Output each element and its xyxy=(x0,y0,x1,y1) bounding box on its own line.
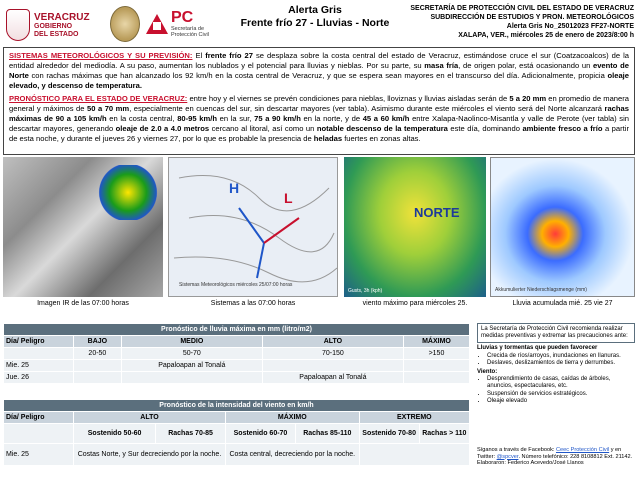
recs-rain-title: Lluvias y tormentas que pueden favorecer xyxy=(477,345,598,352)
wind-header-day: Día/ Peligro xyxy=(4,412,74,424)
rain-range-empty xyxy=(4,348,74,360)
rain-range-medio: 50-70 xyxy=(121,348,262,360)
recs-intro: La Secretaría de Protección Civil recomienda realizar medidas preventivas y extremar las precauciones ante: xyxy=(477,323,635,343)
wind-sub: Sostenido 70-80 xyxy=(359,424,419,444)
wind-table-title: Pronóstico de la intensidad del viento en km/h xyxy=(4,400,470,412)
info-line3: Alerta Gris No_25012023 FF27-NORTE xyxy=(506,23,634,30)
text-bold: 50 a 70 mm xyxy=(87,104,130,113)
text-span: con rachas máximas que han alcanzado los 92 km/h en la costa central de Veracruz, y que se espera sean mayores en el transcurso del día. Adicionalmente, propicia xyxy=(28,71,608,80)
wind-sub: Rachas 70-85 xyxy=(156,424,226,444)
ir-satellite-image xyxy=(3,157,163,297)
norte-label: NORTE xyxy=(414,205,460,220)
rain-range-maximo: >150 xyxy=(403,348,469,360)
rain-table-title: Pronóstico de lluvia máxima en mm (litro/m2) xyxy=(4,324,470,336)
caption-systems: Sistemas a las 07:00 horas xyxy=(210,300,296,307)
rain-cell xyxy=(74,360,122,372)
text-span: en la norte, y de xyxy=(300,114,363,123)
state-emblem-icon xyxy=(110,6,140,42)
rain-range-alto: 70-150 xyxy=(262,348,403,360)
wind-sub: Rachas > 110 xyxy=(419,424,469,444)
recs-rain-list xyxy=(477,353,635,367)
recs-rain-item: • Crecida de ríos/arroyos, inundaciones en llanuras. xyxy=(487,353,635,360)
storm-cloud-shape xyxy=(98,165,158,220)
rain-header-alto: ALTO xyxy=(262,336,403,348)
recs-wind-list xyxy=(477,376,635,405)
text-span: , de origen polar, está ocasionando un xyxy=(458,61,593,70)
text-span: en la sur, xyxy=(216,114,255,123)
wind-sub-empty xyxy=(4,424,74,444)
wind-header-maximo: MÁXIMO xyxy=(225,412,359,424)
info-line4: XALAPA, VER., miércoles 25 de enero de 2023/8:00 h xyxy=(458,32,634,39)
wind-row-maximo: Costa central, decreciendo por la noche. xyxy=(225,444,359,466)
wind-row-alto: Costas Norte, y Sur decreciendo por la noche. xyxy=(74,444,226,466)
wind-forecast-table xyxy=(3,399,470,466)
rain-map-image xyxy=(490,157,635,297)
rain-cell xyxy=(262,360,403,372)
text-span: a partir de esta noche, y durante el jueves 26 y viernes 27, por lo que es probable la presencia de xyxy=(9,124,629,143)
rain-cell xyxy=(121,372,262,384)
caption-rain: Lluvia acumulada mié. 25 vie 27 xyxy=(512,300,613,307)
pc-logo-sub2: Protección Civil xyxy=(171,32,209,38)
text-bold: masa fría xyxy=(424,61,459,70)
recommendations-panel xyxy=(477,323,635,405)
recs-wind-item: • Oleaje elevado xyxy=(487,398,635,405)
systems-paragraph xyxy=(9,51,629,91)
caption-wind: viento máximo para miércoles 25. xyxy=(362,300,468,307)
title-line1: Alerta Gris xyxy=(288,4,342,16)
footer-contact xyxy=(477,447,635,467)
text-bold: 80-95 km/h xyxy=(177,114,217,123)
text-bold: frente frío 27 xyxy=(205,51,253,60)
footer-text: . Número telefónico: 228 8108812 Ext. 21142. Elaboraron: Federico Acevedo/José Llanos xyxy=(477,453,633,467)
logo-left-line2: GOBIERNO xyxy=(34,22,73,30)
text-bold: ambiente fresco a frío xyxy=(522,124,603,133)
rain-header-bajo: BAJO xyxy=(74,336,122,348)
info-line1: SECRETARÍA DE PROTECCIÓN CIVIL DEL ESTADO DE VERACRUZ xyxy=(410,5,634,12)
text-span: en promedio de manera general y máximos de xyxy=(9,94,629,113)
title-line2: Frente frío 27 - Lluvias - Norte xyxy=(240,17,390,29)
text-bold: notable descenso de la temperatura xyxy=(316,124,448,133)
rain-row-note: Papaloapan al Tonalá xyxy=(121,360,262,372)
text-bold: 75 a 90 km/h xyxy=(254,114,301,123)
text-span: en la costa central, xyxy=(106,114,178,123)
text-span: entre Xalapa-Naolinco-Misantla y valle de Perote (ver tabla) sin descartar mayores, generando xyxy=(9,114,629,133)
rain-header-medio: MEDIO xyxy=(121,336,262,348)
wind-sub: Rachas 85-110 xyxy=(296,424,360,444)
wind-row-day: Mie. 25 xyxy=(4,444,74,466)
header-info xyxy=(400,4,634,40)
text-span: se desplaza sobre la costa central del estado de Veracruz, estimándose cruce el sur (Coatzacoalcos) de la entidad alrededor del mediodía. A su paso, aumentan los nublados y el potencial para lluvias y nieblas. Por su parte, su xyxy=(9,51,629,70)
rain-cell xyxy=(74,372,122,384)
recs-wind-item: • Desprendimiento de casas, caídas de árboles, anuncios, espectaculares, etc. xyxy=(487,376,635,390)
rain-row-note: Papaloapan al Tonalá xyxy=(262,372,403,384)
veracruz-seal-icon xyxy=(6,9,30,41)
text-bold: oleaje de 2.0 a 4.0 metros xyxy=(115,124,210,133)
text-span: entre hoy y el viernes se prevén condiciones para nieblas, lloviznas y lluvias aisladas serán de xyxy=(187,94,510,103)
synoptic-map-svg xyxy=(169,158,339,298)
rain-row-day: Mie. 25 xyxy=(4,360,74,372)
text-span: , especialmente en cuencas del sur, sin descartar mayores (ver tabla). Asimismo durante este miércoles el viento será del Norte alcanzará xyxy=(129,104,605,113)
forecast-heading: PRONÓSTICO PARA EL ESTADO DE VERACRUZ: xyxy=(9,94,188,103)
recs-wind-title: Viento: xyxy=(477,369,498,376)
synoptic-map-image xyxy=(168,157,338,297)
svg-text:H: H xyxy=(229,180,240,196)
text-bold: evento de Norte xyxy=(9,61,629,80)
wind-sub: Sostenido 60-70 xyxy=(225,424,295,444)
footer-text: Síganos a través de Facebook: xyxy=(477,447,556,453)
text-bold: oleaje elevado, y descenso de temperatura. xyxy=(9,71,629,90)
text-span: este día, dominando xyxy=(447,124,523,133)
text-span: El xyxy=(192,51,206,60)
text-span: fuertes en zonas altas. xyxy=(342,134,421,143)
pc-triangle-icon xyxy=(146,14,168,34)
forecast-text-box xyxy=(3,47,635,155)
logo-left-line1: VERACRUZ xyxy=(34,11,90,23)
wind-map-note: Gusts, 3h (kph) xyxy=(348,288,383,294)
text-bold: rachas máximas de 90 a 105 km/h xyxy=(9,104,629,123)
svg-text:L: L xyxy=(284,190,293,206)
synoptic-note: Sistemas Meteorológicos miércoles 25/07:00 horas xyxy=(179,282,293,288)
logo-left-line3: DEL ESTADO xyxy=(34,30,79,38)
veracruz-logo xyxy=(6,4,106,46)
wind-map-image xyxy=(344,157,486,297)
wind-header-extremo: EXTREMO xyxy=(359,412,469,424)
rain-map-note: Akkumulierter Niederschlagsmenge (mm) xyxy=(495,287,587,293)
rain-cell xyxy=(403,372,469,384)
info-line2: SUBDIRECCIÓN DE ESTUDIOS Y PRON. METEOROLÓGICOS xyxy=(430,14,634,21)
recs-wind-item: • Suspensión de servicios estratégicos. xyxy=(487,391,635,398)
systems-heading: SISTEMAS METEOROLÓGICOS Y SU PREVISIÓN: xyxy=(9,51,193,60)
rain-row-day: Jue. 26 xyxy=(4,372,74,384)
text-bold: 5 a 20 mm xyxy=(509,94,547,103)
caption-ir: Imagen IR de las 07:00 horas xyxy=(37,300,129,307)
pc-logo-text: PC xyxy=(171,9,194,26)
facebook-link[interactable]: Ceec Protección Civil xyxy=(555,447,610,453)
rain-cell xyxy=(403,360,469,372)
pc-logo-sub1: Secretaría de xyxy=(171,26,205,32)
recs-rain-item: • Deslaves, deslizamientos de tierra y derrumbes. xyxy=(487,360,635,367)
footer-text: y en Twitter: xyxy=(477,447,622,460)
rain-forecast-table xyxy=(3,323,470,384)
rain-header-maximo: MÁXIMO xyxy=(403,336,469,348)
text-span: cercano al litoral, así como un xyxy=(209,124,317,133)
twitter-link[interactable]: @spcver xyxy=(496,453,519,460)
rain-header-day: Día/ Peligro xyxy=(4,336,74,348)
wind-header-alto: ALTO xyxy=(74,412,226,424)
text-bold: 45 a 60 km/h xyxy=(362,114,410,123)
wind-row-extremo xyxy=(359,444,469,466)
wind-sub: Sostenido 50-60 xyxy=(74,424,156,444)
rain-range-bajo: 20-50 xyxy=(74,348,122,360)
forecast-paragraph xyxy=(9,94,629,144)
text-bold: heladas xyxy=(313,134,343,143)
